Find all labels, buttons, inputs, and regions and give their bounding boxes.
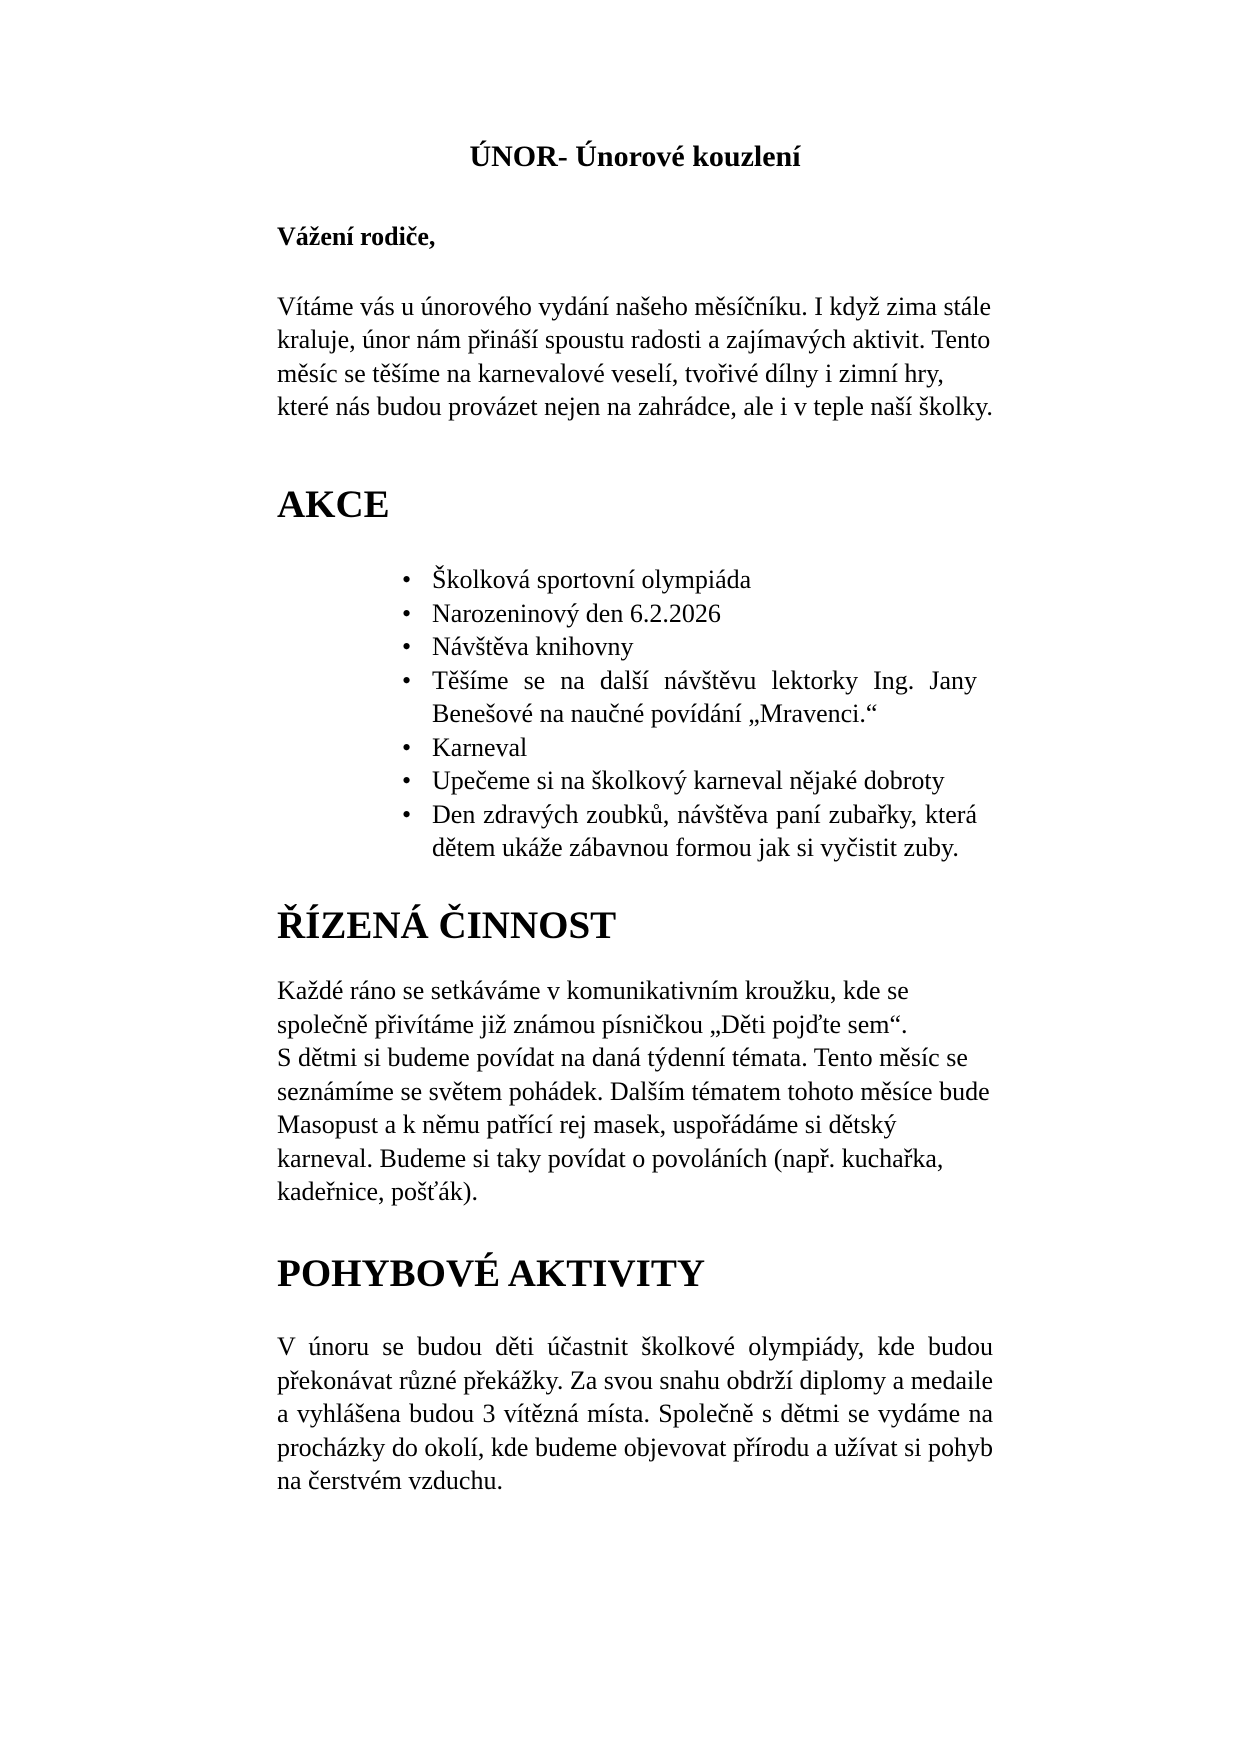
rizena-cinnost-line-2: S dětmi si budeme povídat na daná týdenní témata. Tento měsíc se seznámíme se světem pohádek. Dalším tématem tohoto měsíce bude Masopust a k němu patřící rej masek, uspořádáme si dětský karneval. Budeme si taky povídat o povoláních (např. kuchařka, kadeřnice, pošťák). <box>277 1043 990 1206</box>
akce-list-item <box>400 798 977 865</box>
bullet-icon: • <box>402 565 412 594</box>
intro-paragraph: Vítáme vás u únorového vydání našeho měsíčníku. I když zima stále kraluje, únor nám přináší spoustu radosti a zajímavých aktivit. Tento měsíc se těšíme na karnevalové veselí, tvořivé dílny i zimní hry, které nás budou provázet nejen na zahrádce, ale i v teple naší školky. <box>277 291 993 421</box>
akce-list-item <box>400 563 977 597</box>
akce-bullet-list <box>400 563 977 865</box>
akce-list-item <box>400 731 977 765</box>
akce-item-text: Den zdravých zoubků, návštěva paní zubařky, která dětem ukáže zábavnou formou jak si vyčistit zuby. <box>432 799 977 862</box>
section-heading-rizena-cinnost: ŘÍZENÁ ČINNOST <box>277 903 617 947</box>
akce-list-item <box>400 764 977 798</box>
section-heading-akce: AKCE <box>277 482 390 526</box>
akce-list-item <box>400 597 977 631</box>
bullet-icon: • <box>402 598 412 628</box>
rizena-cinnost-paragraph <box>277 974 993 1209</box>
akce-item-text: Školková sportovní olympiáda <box>432 565 752 594</box>
section-heading-pohybove-aktivity: POHYBOVÉ AKTIVITY <box>277 1251 705 1295</box>
salutation: Vážení rodiče, <box>277 222 436 251</box>
bullet-icon: • <box>402 665 412 695</box>
rizena-cinnost-line-1: Každé ráno se setkáváme v komunikativním kroužku, kde se společně přivítáme již známou písničkou „Děti pojďte sem“. <box>277 976 909 1039</box>
akce-list-item <box>400 664 977 731</box>
document-title: ÚNOR- Únorové kouzlení <box>469 140 801 173</box>
akce-item-text: Upečeme si na školkový karneval nějaké dobroty <box>432 766 945 795</box>
akce-item-text: Narozeninový den 6.2.2026 <box>432 598 721 628</box>
bullet-icon: • <box>402 632 412 661</box>
bullet-icon: • <box>402 766 412 795</box>
pohybove-aktivity-paragraph: V únoru se budou děti účastnit školkové olympiády, kde budou překonávat různé překážky. Za svou snahu obdrží diplomy a medaile a vyhlášena budou 3 vítězná místa. Společně s dětmi se vydáme na procházky do okolí, kde budeme objevovat přírodu a užívat si pohyb na čerstvém vzduchu. <box>277 1332 993 1495</box>
bullet-icon: • <box>402 799 412 829</box>
akce-list-item <box>400 630 977 664</box>
akce-item-text: Návštěva knihovny <box>432 632 634 661</box>
bullet-icon: • <box>402 732 412 762</box>
akce-item-text: Karneval <box>432 732 528 762</box>
akce-item-text: Těšíme se na další návštěvu lektorky Ing. Jany Benešové na naučné povídání „Mravenci.“ <box>432 665 977 728</box>
